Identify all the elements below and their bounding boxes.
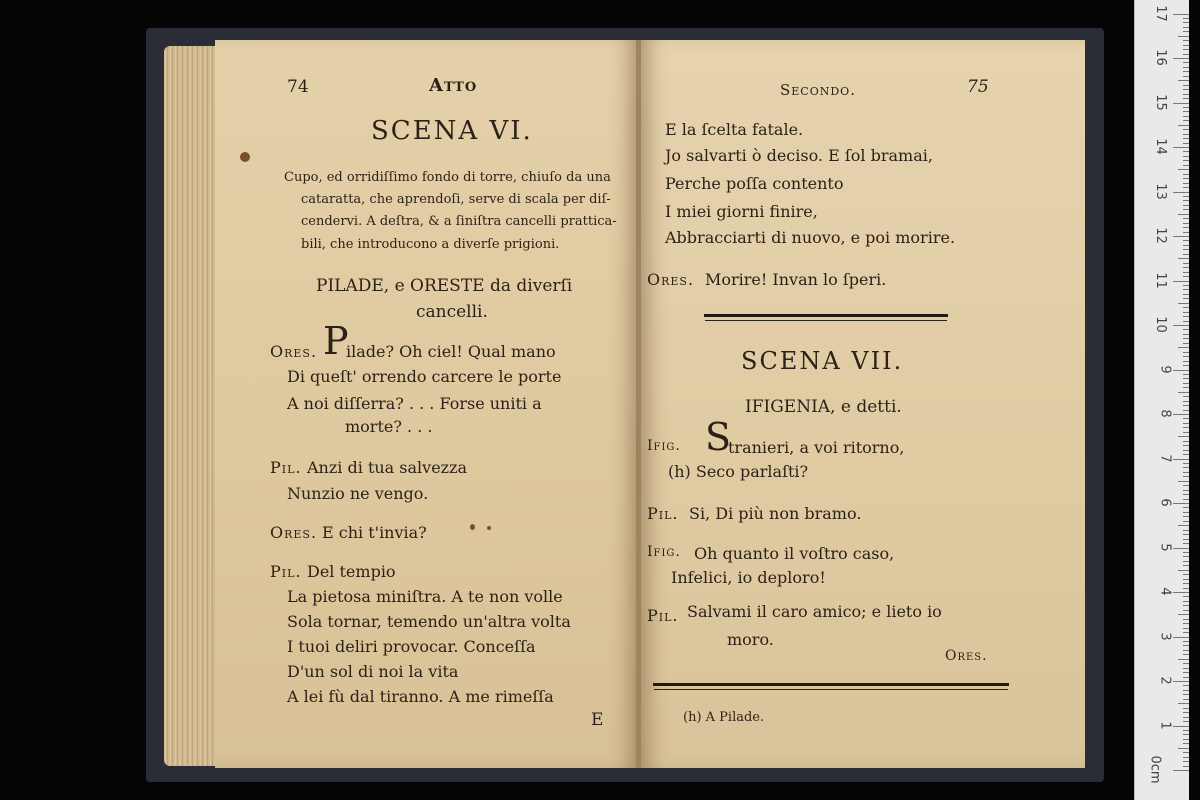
ruler-tick — [1183, 472, 1189, 473]
ruler-tick — [1183, 120, 1189, 121]
ruler-tick — [1183, 454, 1189, 455]
ruler-tick — [1183, 561, 1189, 562]
measurement-ruler — [1134, 0, 1189, 800]
ruler-tick — [1183, 18, 1189, 19]
ruler-tick — [1183, 294, 1189, 295]
ruler-tick — [1183, 450, 1189, 451]
ruler-number: 13 — [1153, 182, 1169, 200]
ruler-tick — [1183, 76, 1189, 77]
ruler-tick — [1178, 258, 1189, 259]
ruler-tick — [1183, 196, 1189, 197]
ruler-tick — [1173, 770, 1189, 771]
speaker-pil: Pil. — [270, 458, 302, 477]
ruler-tick — [1183, 410, 1189, 411]
verse-line: tranieri, a voi ritorno, — [728, 438, 905, 457]
ruler-tick — [1183, 663, 1189, 664]
ruler-tick — [1183, 107, 1189, 108]
ruler-tick — [1183, 739, 1189, 740]
ruler-number: 10 — [1153, 316, 1169, 333]
ruler-tick — [1183, 89, 1189, 90]
ruler-tick — [1183, 249, 1189, 250]
ruler-tick — [1173, 548, 1189, 549]
ruler-tick — [1183, 138, 1189, 139]
ruler-number: 6 — [1157, 498, 1173, 507]
ruler-tick — [1183, 418, 1189, 419]
ruler-tick — [1183, 85, 1189, 86]
verse-line: Morire! Invan lo ſperi. — [705, 270, 887, 289]
ruler-tick — [1183, 521, 1189, 522]
ruler-tick — [1183, 423, 1189, 424]
ruler-tick — [1183, 183, 1189, 184]
ruler-tick — [1183, 396, 1189, 397]
ruler-tick — [1183, 690, 1189, 691]
stage-direction-line: Cupo, ed orridiſſimo fondo di torre, chiuſo da una — [284, 170, 611, 185]
ruler-tick — [1183, 143, 1189, 144]
ruler-tick — [1183, 356, 1189, 357]
ruler-tick — [1183, 543, 1189, 544]
ruler-tick — [1183, 650, 1189, 651]
speaker-pil: Pil. — [270, 562, 302, 581]
ruler-tick — [1183, 619, 1189, 620]
ruler-tick — [1173, 325, 1189, 326]
verse-line: Abbracciarti di nuovo, e poi morire. — [665, 228, 956, 247]
ruler-tick — [1183, 272, 1189, 273]
left-characters: PILADE, e ORESTE da diverſi — [316, 276, 573, 296]
ruler-tick — [1178, 392, 1189, 393]
ruler-tick — [1183, 71, 1189, 72]
verse-line: Jo salvarti ò deciso. E ſol bramai, — [665, 146, 933, 165]
verse-line: E chi t'invia? — [322, 523, 427, 542]
ruler-tick — [1183, 685, 1189, 686]
ruler-tick — [1183, 694, 1189, 695]
verse-line: Perche poſſa contento — [665, 174, 844, 193]
right-scene-title: SCENA VII. — [741, 347, 904, 375]
ruler-number: 0cm — [1147, 755, 1163, 784]
verse-line: Nunzio ne vengo. — [287, 484, 429, 503]
ruler-tick — [1183, 49, 1189, 50]
ruler-tick — [1183, 672, 1189, 673]
ruler-tick — [1183, 494, 1189, 495]
ruler-tick — [1178, 614, 1189, 615]
ruler-number: 15 — [1153, 93, 1169, 111]
ruler-tick — [1183, 156, 1189, 157]
stage-direction-line: bili, che introducono a diverſe prigioni. — [301, 237, 560, 252]
ruler-tick — [1183, 223, 1189, 224]
ruler-tick — [1183, 734, 1189, 735]
ruler-tick — [1178, 525, 1189, 526]
ornamental-rule — [653, 683, 1009, 686]
verse-line: Oh quanto il voſtro caso, — [694, 544, 895, 563]
ruler-tick — [1183, 721, 1189, 722]
ruler-tick — [1183, 352, 1189, 353]
ruler-tick — [1183, 574, 1189, 575]
ruler-tick — [1178, 436, 1189, 437]
verse-line: Sola tornar, temendo un'altra volta — [287, 612, 571, 631]
ruler-number: 17 — [1153, 4, 1169, 22]
ruler-tick — [1183, 757, 1189, 758]
verse-line: E la ſcelta fatale. — [665, 120, 804, 139]
speaker-ifig: Ifig. — [647, 544, 681, 560]
ruler-tick — [1173, 147, 1189, 148]
ruler-tick — [1183, 187, 1189, 188]
ruler-tick — [1183, 405, 1189, 406]
ornamental-rule — [704, 314, 948, 317]
ruler-tick — [1183, 476, 1189, 477]
ruler-tick — [1183, 645, 1189, 646]
verse-line: Si, Di più non bramo. — [689, 504, 862, 523]
ruler-tick — [1183, 94, 1189, 95]
ruler-tick — [1183, 98, 1189, 99]
ruler-tick — [1178, 659, 1189, 660]
ruler-tick — [1183, 516, 1189, 517]
ruler-tick — [1183, 699, 1189, 700]
ruler-tick — [1183, 605, 1189, 606]
right-page-number: 75 — [967, 77, 989, 97]
right-characters: IFIGENIA, e detti. — [745, 397, 902, 417]
ruler-tick — [1183, 583, 1189, 584]
ruler-tick — [1183, 432, 1189, 433]
ruler-tick — [1173, 103, 1189, 104]
ruler-tick — [1183, 539, 1189, 540]
left-page — [215, 40, 637, 768]
ruler-tick — [1183, 174, 1189, 175]
ruler-tick — [1183, 240, 1189, 241]
ruler-tick — [1173, 192, 1189, 193]
ruler-tick — [1178, 703, 1189, 704]
right-page — [641, 40, 1085, 768]
right-running-head: Secondo. — [780, 81, 856, 99]
ruler-tick — [1183, 610, 1189, 611]
ruler-tick — [1183, 361, 1189, 362]
ruler-tick — [1183, 312, 1189, 313]
ruler-number: 11 — [1153, 271, 1169, 289]
ruler-tick — [1183, 490, 1189, 491]
ruler-tick — [1183, 232, 1189, 233]
ruler-tick — [1173, 592, 1189, 593]
ruler-tick — [1183, 717, 1189, 718]
ruler-tick — [1183, 427, 1189, 428]
ruler-tick — [1178, 481, 1189, 482]
ruler-tick — [1183, 383, 1189, 384]
left-scene-title: SCENA VI. — [371, 116, 533, 146]
verse-line: morte? . . . — [345, 417, 433, 436]
ruler-tick — [1183, 485, 1189, 486]
ruler-tick — [1183, 441, 1189, 442]
stage-direction-line: cendervi. A deſtra, & a ſiniſtra cancelli pratticа- — [301, 214, 617, 229]
foxing-spot — [240, 152, 250, 162]
verse-line: Salvami il caro amico; e lieto io — [687, 602, 942, 621]
ruler-tick — [1183, 463, 1189, 464]
ruler-tick — [1183, 730, 1189, 731]
ruler-number: 2 — [1157, 676, 1173, 685]
ruler-tick — [1183, 467, 1189, 468]
ruler-tick — [1183, 316, 1189, 317]
ruler-tick — [1183, 338, 1189, 339]
ruler-tick — [1183, 552, 1189, 553]
ruler-number: 9 — [1157, 364, 1173, 374]
ruler-tick — [1183, 298, 1189, 299]
ruler-tick — [1183, 677, 1189, 678]
ruler-number: 8 — [1157, 409, 1173, 418]
ruler-tick — [1173, 637, 1189, 638]
speaker-ores: Ores. — [647, 270, 695, 289]
ruler-tick — [1183, 40, 1189, 41]
verse-line: A noi diſſerra? . . . Forse uniti a — [287, 394, 542, 413]
ruler-tick — [1183, 743, 1189, 744]
ruler-tick — [1178, 169, 1189, 170]
ruler-tick — [1183, 254, 1189, 255]
ruler-tick — [1183, 285, 1189, 286]
ruler-tick — [1183, 45, 1189, 46]
ruler-tick — [1183, 134, 1189, 135]
ruler-number: 12 — [1153, 227, 1169, 244]
ruler-tick — [1183, 365, 1189, 366]
ruler-tick — [1183, 209, 1189, 210]
signature-mark: E — [591, 710, 604, 730]
ruler-tick — [1173, 236, 1189, 237]
ruler-tick — [1183, 534, 1189, 535]
ruler-tick — [1183, 54, 1189, 55]
ruler-tick — [1183, 321, 1189, 322]
foxing-spot — [487, 526, 491, 530]
verse-line: Infelici, io deploro! — [671, 568, 826, 587]
ruler-tick — [1183, 601, 1189, 602]
ruler-number: 3 — [1157, 631, 1173, 641]
drop-cap: P — [323, 319, 349, 363]
left-page-number: 74 — [287, 77, 309, 97]
verse-line: D'un sol di noi la vita — [287, 662, 459, 681]
ruler-tick — [1178, 36, 1189, 37]
ruler-tick — [1173, 459, 1189, 460]
ruler-tick — [1183, 761, 1189, 762]
verse-line: I tuoi deliri provocar. Conceſſa — [287, 637, 536, 656]
verse-line: Di queſt' orrendo carcere le porte — [287, 367, 562, 386]
ruler-tick — [1183, 654, 1189, 655]
ruler-tick — [1183, 623, 1189, 624]
ruler-number: 4 — [1157, 587, 1173, 596]
stage-direction-line: cataratta, che aprendoſi, serve di scala per diſ- — [301, 192, 611, 207]
ruler-number: 1 — [1157, 720, 1173, 730]
ruler-tick — [1183, 263, 1189, 264]
ruler-tick — [1183, 27, 1189, 28]
ruler-tick — [1173, 503, 1189, 504]
ruler-tick — [1183, 708, 1189, 709]
ruler-tick — [1183, 628, 1189, 629]
ruler-tick — [1183, 205, 1189, 206]
ruler-number: 16 — [1153, 49, 1169, 66]
ruler-tick — [1183, 499, 1189, 500]
speaker-pil: Pil. — [647, 606, 679, 625]
verse-line: Del tempio — [307, 562, 396, 581]
ruler-tick — [1183, 276, 1189, 277]
ruler-tick — [1183, 160, 1189, 161]
verse-line: I miei giorni finire, — [665, 202, 818, 221]
ruler-tick — [1183, 668, 1189, 669]
ruler-tick — [1183, 227, 1189, 228]
ruler-tick — [1183, 178, 1189, 179]
ruler-tick — [1183, 116, 1189, 117]
ruler-tick — [1183, 766, 1189, 767]
ruler-tick — [1173, 14, 1189, 15]
foxing-spot — [470, 524, 475, 530]
ruler-tick — [1183, 200, 1189, 201]
ruler-number: 14 — [1153, 138, 1169, 155]
ruler-tick — [1173, 681, 1189, 682]
ruler-tick — [1178, 125, 1189, 126]
verse-line: moro. — [727, 630, 774, 649]
ruler-tick — [1178, 214, 1189, 215]
ruler-tick — [1183, 329, 1189, 330]
ruler-tick — [1178, 748, 1189, 749]
ruler-tick — [1183, 378, 1189, 379]
verse-line: ilade? Oh ciel! Qual mano — [346, 342, 556, 361]
ruler-tick — [1173, 726, 1189, 727]
ruler-tick — [1183, 530, 1189, 531]
ruler-tick — [1183, 565, 1189, 566]
verse-line: La pietosa miniſtra. A te non volle — [287, 587, 563, 606]
ruler-tick — [1173, 414, 1189, 415]
footnote: (h) A Pilade. — [683, 710, 765, 725]
left-characters-cont: cancelli. — [416, 302, 488, 322]
ruler-tick — [1178, 570, 1189, 571]
ruler-tick — [1183, 289, 1189, 290]
ruler-tick — [1183, 129, 1189, 130]
ruler-tick — [1183, 165, 1189, 166]
drop-cap: S — [705, 415, 732, 459]
ruler-tick — [1183, 579, 1189, 580]
ruler-tick — [1173, 370, 1189, 371]
ruler-tick — [1173, 58, 1189, 59]
ruler-tick — [1183, 218, 1189, 219]
ruler-tick — [1183, 307, 1189, 308]
ruler-number: 7 — [1157, 453, 1173, 463]
ruler-tick — [1183, 151, 1189, 152]
ruler-tick — [1183, 752, 1189, 753]
ruler-tick — [1183, 31, 1189, 32]
ruler-tick — [1183, 387, 1189, 388]
ruler-tick — [1183, 401, 1189, 402]
ruler-tick — [1183, 632, 1189, 633]
ruler-tick — [1183, 588, 1189, 589]
ruler-tick — [1183, 343, 1189, 344]
ruler-tick — [1183, 641, 1189, 642]
ruler-tick — [1183, 712, 1189, 713]
ruler-tick — [1183, 111, 1189, 112]
ruler-tick — [1178, 303, 1189, 304]
left-running-head: Atto — [429, 75, 478, 96]
ruler-tick — [1183, 512, 1189, 513]
ruler-tick — [1178, 80, 1189, 81]
ruler-tick — [1183, 22, 1189, 23]
speaker-ores: Ores. — [270, 342, 318, 361]
speaker-pil: Pil. — [647, 504, 679, 523]
speaker-ores: Ores. — [270, 523, 318, 542]
ruler-tick — [1183, 507, 1189, 508]
verse-line: A lei fù dal tiranno. A me rimeſſa — [287, 687, 554, 706]
ruler-tick — [1183, 596, 1189, 597]
catchword: Ores. — [945, 648, 988, 664]
verse-line: Anzi di tua salvezza — [307, 458, 468, 477]
ruler-number: 5 — [1157, 542, 1173, 552]
speaker-ifig: Ifig. — [647, 438, 681, 454]
ruler-tick — [1183, 445, 1189, 446]
ruler-tick — [1183, 334, 1189, 335]
ruler-tick — [1173, 281, 1189, 282]
ruler-tick — [1178, 347, 1189, 348]
ruler-tick — [1183, 245, 1189, 246]
ruler-tick — [1183, 67, 1189, 68]
ruler-tick — [1183, 374, 1189, 375]
ruler-tick — [1183, 556, 1189, 557]
ruler-tick — [1183, 267, 1189, 268]
ruler-tick — [1183, 62, 1189, 63]
verse-line: (h) Seco parlaſti? — [668, 462, 809, 481]
